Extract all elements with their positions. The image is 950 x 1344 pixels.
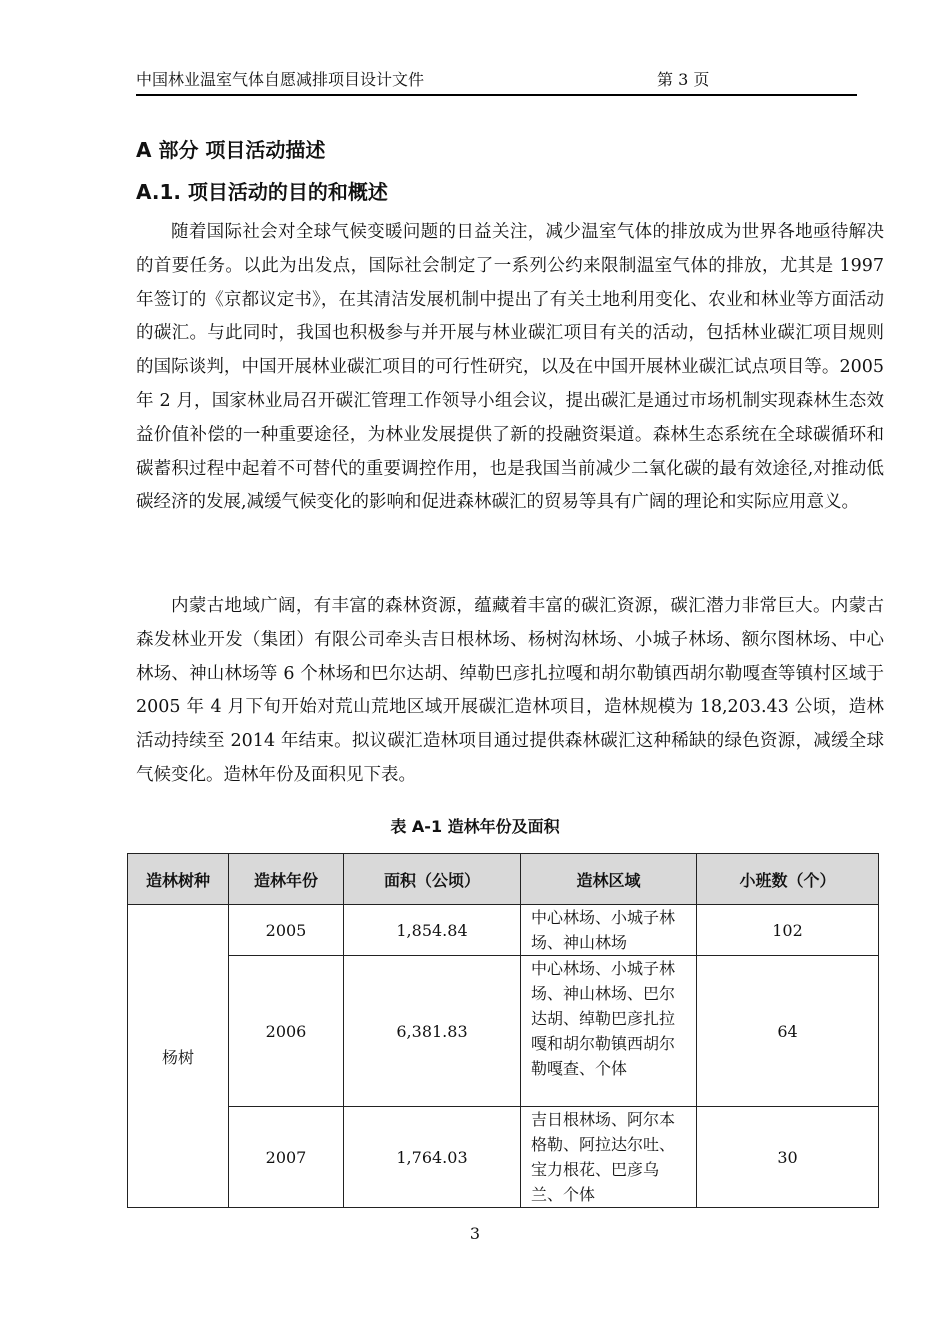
paragraph-background: 随着国际社会对全球气候变暖问题的日益关注，减少温室气体的排放成为世界各地亟待解决的首要任务。以此为出发点，国际社会制定了一系列公约来限制温室气体的排放，尤其是 1997 年签订的《京都议定书》，在其清洁发展机制中提出了有关土地利用变化、农业和林业等方面活动的碳汇。与此同时，我国也积极参与并开展与林业碳汇项目有关的活动，包括林业碳汇项目规则的国际谈判，中国开展林业碳汇项目的可行性研究，以及在中国开展林业碳汇试点项目等。2005 年 2 月，国家林业局召开碳汇管理工作领导小组会议，提出碳汇是通过市场机制实现森林生态效益价值补偿的一种重要途径，为林业发展提供了新的投融资渠道。森林生态系统在全球碳循环和碳蓄积过程中起着不可替代的重要调控作用，也是我国当前减少二氧化碳的最有效途径,对推动低碳经济的发展,减缓气候变化的影响和促进森林碳汇的贸易等具有广阔的理论和实际应用意义。 xyxy=(136,222,884,513)
year-cell: 2006 xyxy=(229,956,344,1107)
plots-cell: 30 xyxy=(697,1107,879,1208)
header-area: 面积（公顷） xyxy=(344,854,521,905)
document-title: 中国林业温室气体自愿减排项目设计文件 xyxy=(136,70,425,89)
section-title: A 部分 项目活动描述 xyxy=(136,138,326,162)
plots-cell: 102 xyxy=(697,905,879,956)
table-row xyxy=(128,1107,879,1208)
area-cell: 1,854.84 xyxy=(344,905,521,956)
afforestation-table xyxy=(127,853,879,1208)
table-caption: 表 A-1 造林年份及面积 xyxy=(390,817,560,836)
year-cell: 2007 xyxy=(229,1107,344,1208)
table-row xyxy=(128,956,879,1107)
region-cell: 中心林场、小城子林场、神山林场 xyxy=(521,905,697,956)
region-cell: 中心林场、小城子林场、神山林场、巴尔达胡、绰勒巴彦扎拉嘎和胡尔勒镇西胡尔勒嘎查、个体 xyxy=(521,956,697,1107)
table-row xyxy=(128,905,879,956)
year-cell: 2005 xyxy=(229,905,344,956)
paragraph-project-overview: 内蒙古地域广阔，有丰富的森林资源，蕴藏着丰富的碳汇资源，碳汇潜力非常巨大。内蒙古森发林业开发（集团）有限公司牵头吉日根林场、杨树沟林场、小城子林场、额尔图林场、中心林场、神山林场等 6 个林场和巴尔达胡、绰勒巴彦扎拉嘎和胡尔勒镇西胡尔勒嘎查等镇村区域于 2005 年 4 月下旬开始对荒山荒地区域开展碳汇造林项目，造林规模为 18,203.43 公顷，造林活动持续至 2014 年结束。拟议碳汇造林项目通过提供森林碳汇这种稀缺的绿色资源，减缓全球气候变化。造林年份及面积见下表。 xyxy=(136,596,884,785)
area-cell: 6,381.83 xyxy=(344,956,521,1107)
plots-cell: 64 xyxy=(697,956,879,1107)
area-cell: 1,764.03 xyxy=(344,1107,521,1208)
species-cell: 杨树 xyxy=(128,905,229,1208)
section-subtitle: A.1. 项目活动的目的和概述 xyxy=(136,180,388,204)
header-page-label: 第 3 页 xyxy=(657,70,710,89)
region-cell: 吉日根林场、阿尔本格勒、阿拉达尔吐、宝力根花、巴彦乌兰、个体 xyxy=(521,1107,697,1208)
header-plots: 小班数（个） xyxy=(697,854,879,905)
header-year: 造林年份 xyxy=(229,854,344,905)
header-region: 造林区域 xyxy=(521,854,697,905)
header-species: 造林树种 xyxy=(128,854,229,905)
page-header xyxy=(136,66,857,96)
page-number: 3 xyxy=(469,1224,481,1243)
table-header-row xyxy=(128,854,879,905)
